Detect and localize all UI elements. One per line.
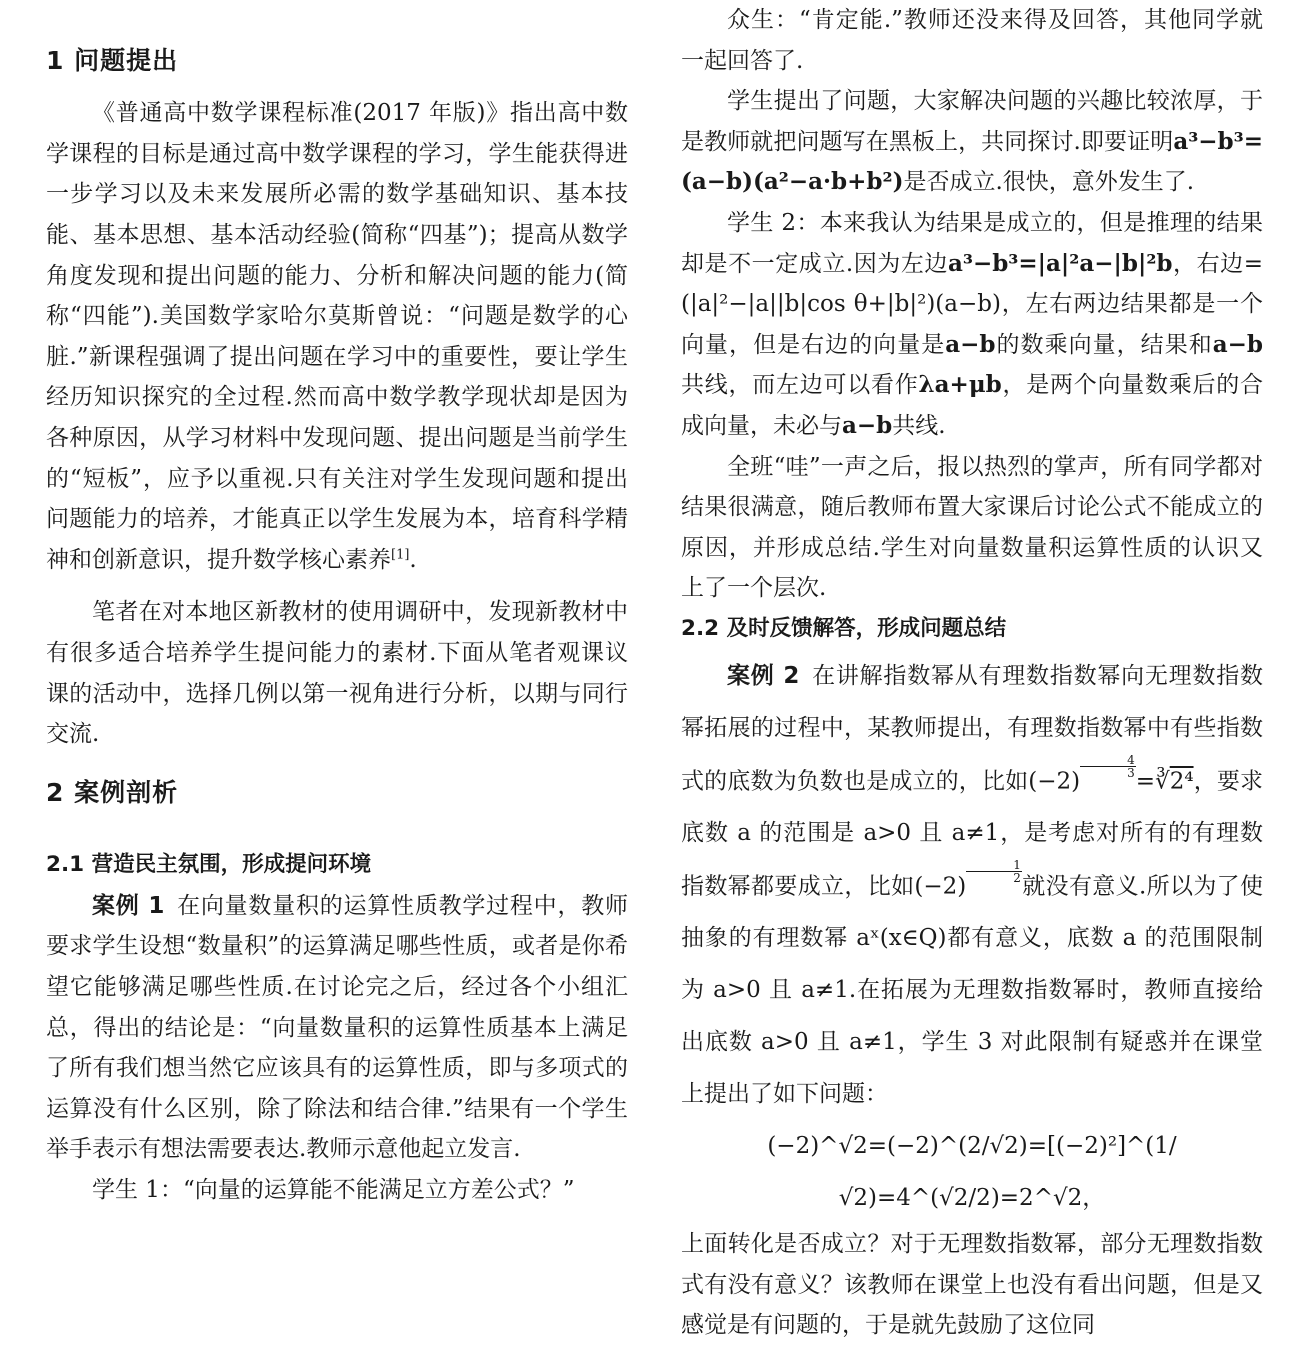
intro-end: . [409,546,417,573]
frac-den: 2 [1013,870,1021,885]
section-2-2-title: 2.2 及时反馈解答，形成问题总结 [681,615,1007,641]
vector-a-minus-b: a−b [945,330,996,358]
paragraph-problem-statement [681,81,1263,203]
paragraph-intro [46,93,628,580]
s2-text-d: 共线，而左边可以看作 [681,372,919,399]
problem-text-b: 是否成立.很快，意外发生了. [903,169,1195,196]
frac-num: 1 [966,859,1022,872]
vector-a-minus-b: a−b [842,411,893,439]
paragraph-students-answer: 众生：“肯定能.”教师还没来得及回答，其他同学就一起回答了. [681,7,1263,74]
student-1-question: 学生 1：“向量的运算能不能满足立方差公式？” [92,1177,575,1204]
paragraph-student-2 [681,203,1263,447]
left-side-formula: a³−b³=|a|²a−|b|²b [947,249,1173,277]
case-2-text-c: ，要求底数 a 的范围是 a>0 且 a≠1，是考虑对所有的有理数指数幂都要成立，比如(−2) [681,767,1263,900]
case-1-text: 在向量数量积的运算性质教学过程中，教师要求学生设想“数量积”的运算满足哪些性质，或者是你希望它能够满足哪些性质.在讨论完之后，经过各个小组汇总，得出的结论是：“向量数量积的运算性质基本上满足了所有我们想当然它应该具有的运算性质，即与多项式的运算没有什么区别，除了除法和结合律.”结果有一个学生举手表示有想法需要表达.教师示意他起立发言. [46,892,628,1163]
section-1-title: 1 问题提出 [46,45,179,75]
paragraph-author-note: 笔者在对本地区新教材的使用调研中，发现新教材中有很多适合培养学生提问能力的素材.下面从笔者观课议课的活动中，选择几例以第一视角进行分析，以期与同行交流. [46,599,628,748]
case-2-label: 案例 2 [727,662,800,689]
problem-text-a: 学生提出了问题，大家解决问题的兴趣比较浓厚，于是教师就把问题写在黑板上，共同探讨.即要证明 [681,88,1263,155]
section-2-1-title: 2.1 营造民主氛围，形成提问环境 [46,852,372,878]
frac-den: 3 [1127,765,1135,780]
case-2-paragraph [681,650,1263,1121]
paragraph-class-reaction: 全班“哇”一声之后，报以热烈的掌声，所有同学都对结果很满意，随后教师布置大家课后讨论公式不能成立的原因，并形成总结.学生对向量数量积运算性质的认识又上了一个层次. [681,453,1263,602]
case-2-text-b: = [1135,767,1156,794]
s2-text-f: 共线. [892,412,946,439]
frac-num: 4 [1080,754,1136,767]
linear-combination: λa+μb [918,371,1002,399]
left-column [46,0,628,1324]
paragraph-teacher-response: 上面转化是否成立？对于无理数指数幂，部分无理数指数式有没有意义？该教师在课堂上也没有看出问题，但是又感觉是有问题的，于是就先鼓励了这位同 [681,1231,1263,1339]
section-2-title: 2 案例剖析 [46,777,179,807]
s2-text-a: 学生 2：本来我认为结果是成立的，但是推理的结果却是不一定成立.因为左边 [681,209,1263,277]
fraction-1-2 [966,859,1022,884]
fraction-4-3 [1080,754,1136,779]
reference-marker: [1] [391,547,410,563]
exponent-chain-formula: (−2)^√2=(−2)^(2/√2)=[(−2)²]^(1/√2)=4^(√2/2)=2^√2， [767,1133,1177,1212]
radicand: 2⁴ [1169,767,1194,794]
vector-a-minus-b: a−b [1212,330,1264,358]
case-1-paragraph [46,886,628,1170]
s2-text-c: 的数乘向量，结果和 [995,331,1213,358]
intro-text: 《普通高中数学课程标准(2017 年版)》指出高中数学课程的目标是通过高中数学课程的学习，学生能获得进一步学习以及未来发展所必需的数学基础知识、基本技能、基本思想、基本活动经验(简称“四基”)；提高从数学角度发现和提出问题的能力、分析和解决问题的能力(简称“四能”).美国数学家哈尔莫斯曾说：“问题是数学的心脏.”新课程强调了提出问题在学习中的重要性，要让学生经历知识探究的全过程.然而高中数学教学现状却是因为各种原因，从学习材料中发现问题、提出问题是当前学生的“短板”，应予以重视.只有关注对学生发现问题和提出问题能力的培养，才能真正以学生发展为本，培育科学精神和创新意识，提升数学核心素养 [46,100,628,573]
right-column [681,0,1264,1339]
cube-root-symbol: ∛ [1155,767,1170,794]
s2-text-b: ，右边=(|a|²−|a||b|cos θ+|b|²)(a−b)，左右两边结果都是一个向量，但是右边的向量是 [681,250,1263,358]
case-2-text-d: 就没有意义.所以为了使抽象的有理数幂 aˣ(x∈Q)都有意义，底数 a 的范围限制为 a>0 且 a≠1.在拓展为无理数指数幂时，教师直接给出底数 a>0 且 a≠1，学生 3 对此限制有疑惑并在课堂上提出了如下问题： [681,873,1263,1108]
s2-text-e: ，是两个向量数乘后的合成向量，未必与 [681,372,1264,439]
case-2-text-a: 在讲解指数幂从有理数指数幂向无理数指数幂拓展的过程中，某教师提出，有理数指数幂中有些指数式的底数为负数也是成立的，比如(−2) [681,662,1263,794]
cube-difference-formula: a³−b³=(a−b)(a²−a·b+b²) [681,127,1263,196]
case-1-label: 案例 1 [92,892,165,919]
